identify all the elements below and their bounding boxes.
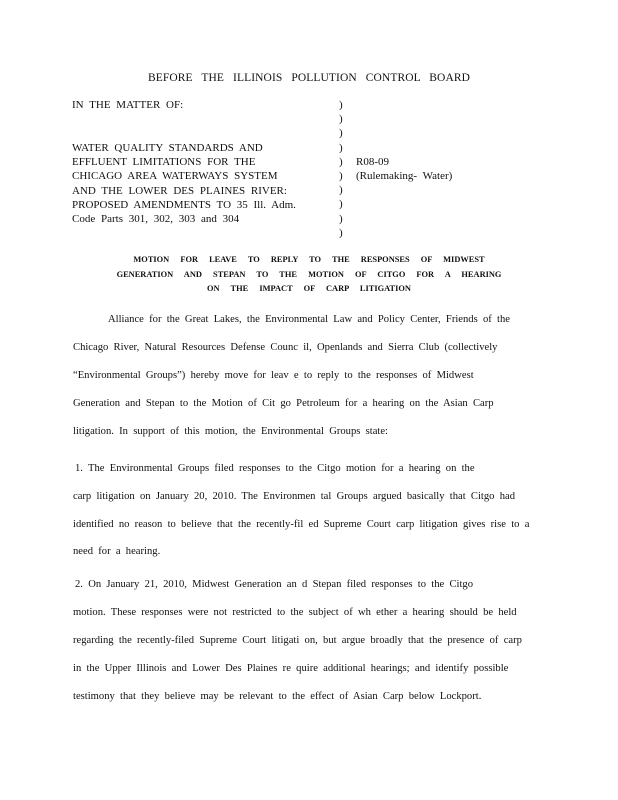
- body-line: motion. These responses were not restricted to the subject of wh ether a hearing should be held: [73, 607, 517, 618]
- body-line: litigation. In support of this motion, the Environmental Groups state:: [73, 426, 388, 437]
- board-heading: BEFORE THE ILLINOIS POLLUTION CONTROL BOARD: [147, 72, 471, 84]
- body-line: “Environmental Groups”) hereby move for leav e to reply to the responses of Midwest: [73, 370, 474, 381]
- case-subject-line: CHICAGO AREA WATERWAYS SYSTEM: [72, 170, 278, 183]
- caption-parentheses: [339, 98, 343, 240]
- body-line: 2. On January 21, 2010, Midwest Generation an d Stepan filed responses to the Citgo: [75, 579, 473, 590]
- body-line: carp litigation on January 20, 2010. The Environmen tal Groups argued basically that Citgo had: [73, 491, 516, 502]
- case-subject: [72, 141, 296, 226]
- case-subject-line: EFFLUENT LIMITATIONS FOR THE: [72, 156, 256, 169]
- caption-paren: ): [339, 169, 343, 182]
- in-the-matter-label: IN THE MATTER OF:: [72, 99, 184, 111]
- body-line: testimony that they believe may be relevant to the effect of Asian Carp below Lockport.: [73, 691, 482, 702]
- case-subject-line: PROPOSED AMENDMENTS TO 35 Ill. Adm.: [72, 198, 296, 211]
- body-line: in the Upper Illinois and Lower Des Plaines re quire additional hearings; and identify possible: [73, 663, 509, 674]
- body-line: need for a hearing.: [73, 546, 161, 557]
- caption-paren: ): [339, 198, 343, 211]
- docket-number: R08-09: [356, 156, 389, 168]
- caption-paren: ): [339, 113, 343, 126]
- caption-paren: ): [339, 226, 343, 239]
- docket-type: (Rulemaking- Water): [356, 170, 453, 182]
- caption-paren: ): [339, 127, 343, 140]
- motion-title-line: GENERATION AND STEPAN TO THE MOTION OF CITGO FOR A HEARING: [116, 269, 502, 279]
- motion-title-line: ON THE IMPACT OF CARP LITIGATION: [207, 284, 411, 293]
- body-line: Alliance for the Great Lakes, the Environmental Law and Policy Center, Friends of the: [108, 314, 510, 325]
- caption-paren: ): [339, 184, 343, 197]
- caption-paren: ): [339, 99, 343, 111]
- body-line: regarding the recently-filed Supreme Court litigati on, but argue broadly that the presence of carp: [73, 635, 522, 646]
- body-line: Chicago River, Natural Resources Defense Counc il, Openlands and Sierra Club (collectively: [73, 342, 498, 353]
- caption-paren: ): [339, 141, 343, 154]
- case-subject-line: WATER QUALITY STANDARDS AND: [72, 142, 263, 154]
- body-line: identified no reason to believe that the recently-fil ed Supreme Court carp litigation gives rise to a: [73, 519, 530, 530]
- case-subject-line: AND THE LOWER DES PLAINES RIVER:: [72, 184, 287, 197]
- caption-paren: ): [339, 212, 343, 225]
- caption-paren: ): [339, 155, 343, 168]
- case-subject-line: Code Parts 301, 302, 303 and 304: [72, 213, 240, 226]
- body-line: 1. The Environmental Groups filed responses to the Citgo motion for a hearing on the: [75, 463, 475, 474]
- motion-title: [0, 253, 618, 297]
- motion-title-line: MOTION FOR LEAVE TO REPLY TO THE RESPONSES OF MIDWEST: [133, 255, 485, 264]
- body-line: Generation and Stepan to the Motion of Cit go Petroleum for a hearing on the Asian Carp: [73, 398, 494, 409]
